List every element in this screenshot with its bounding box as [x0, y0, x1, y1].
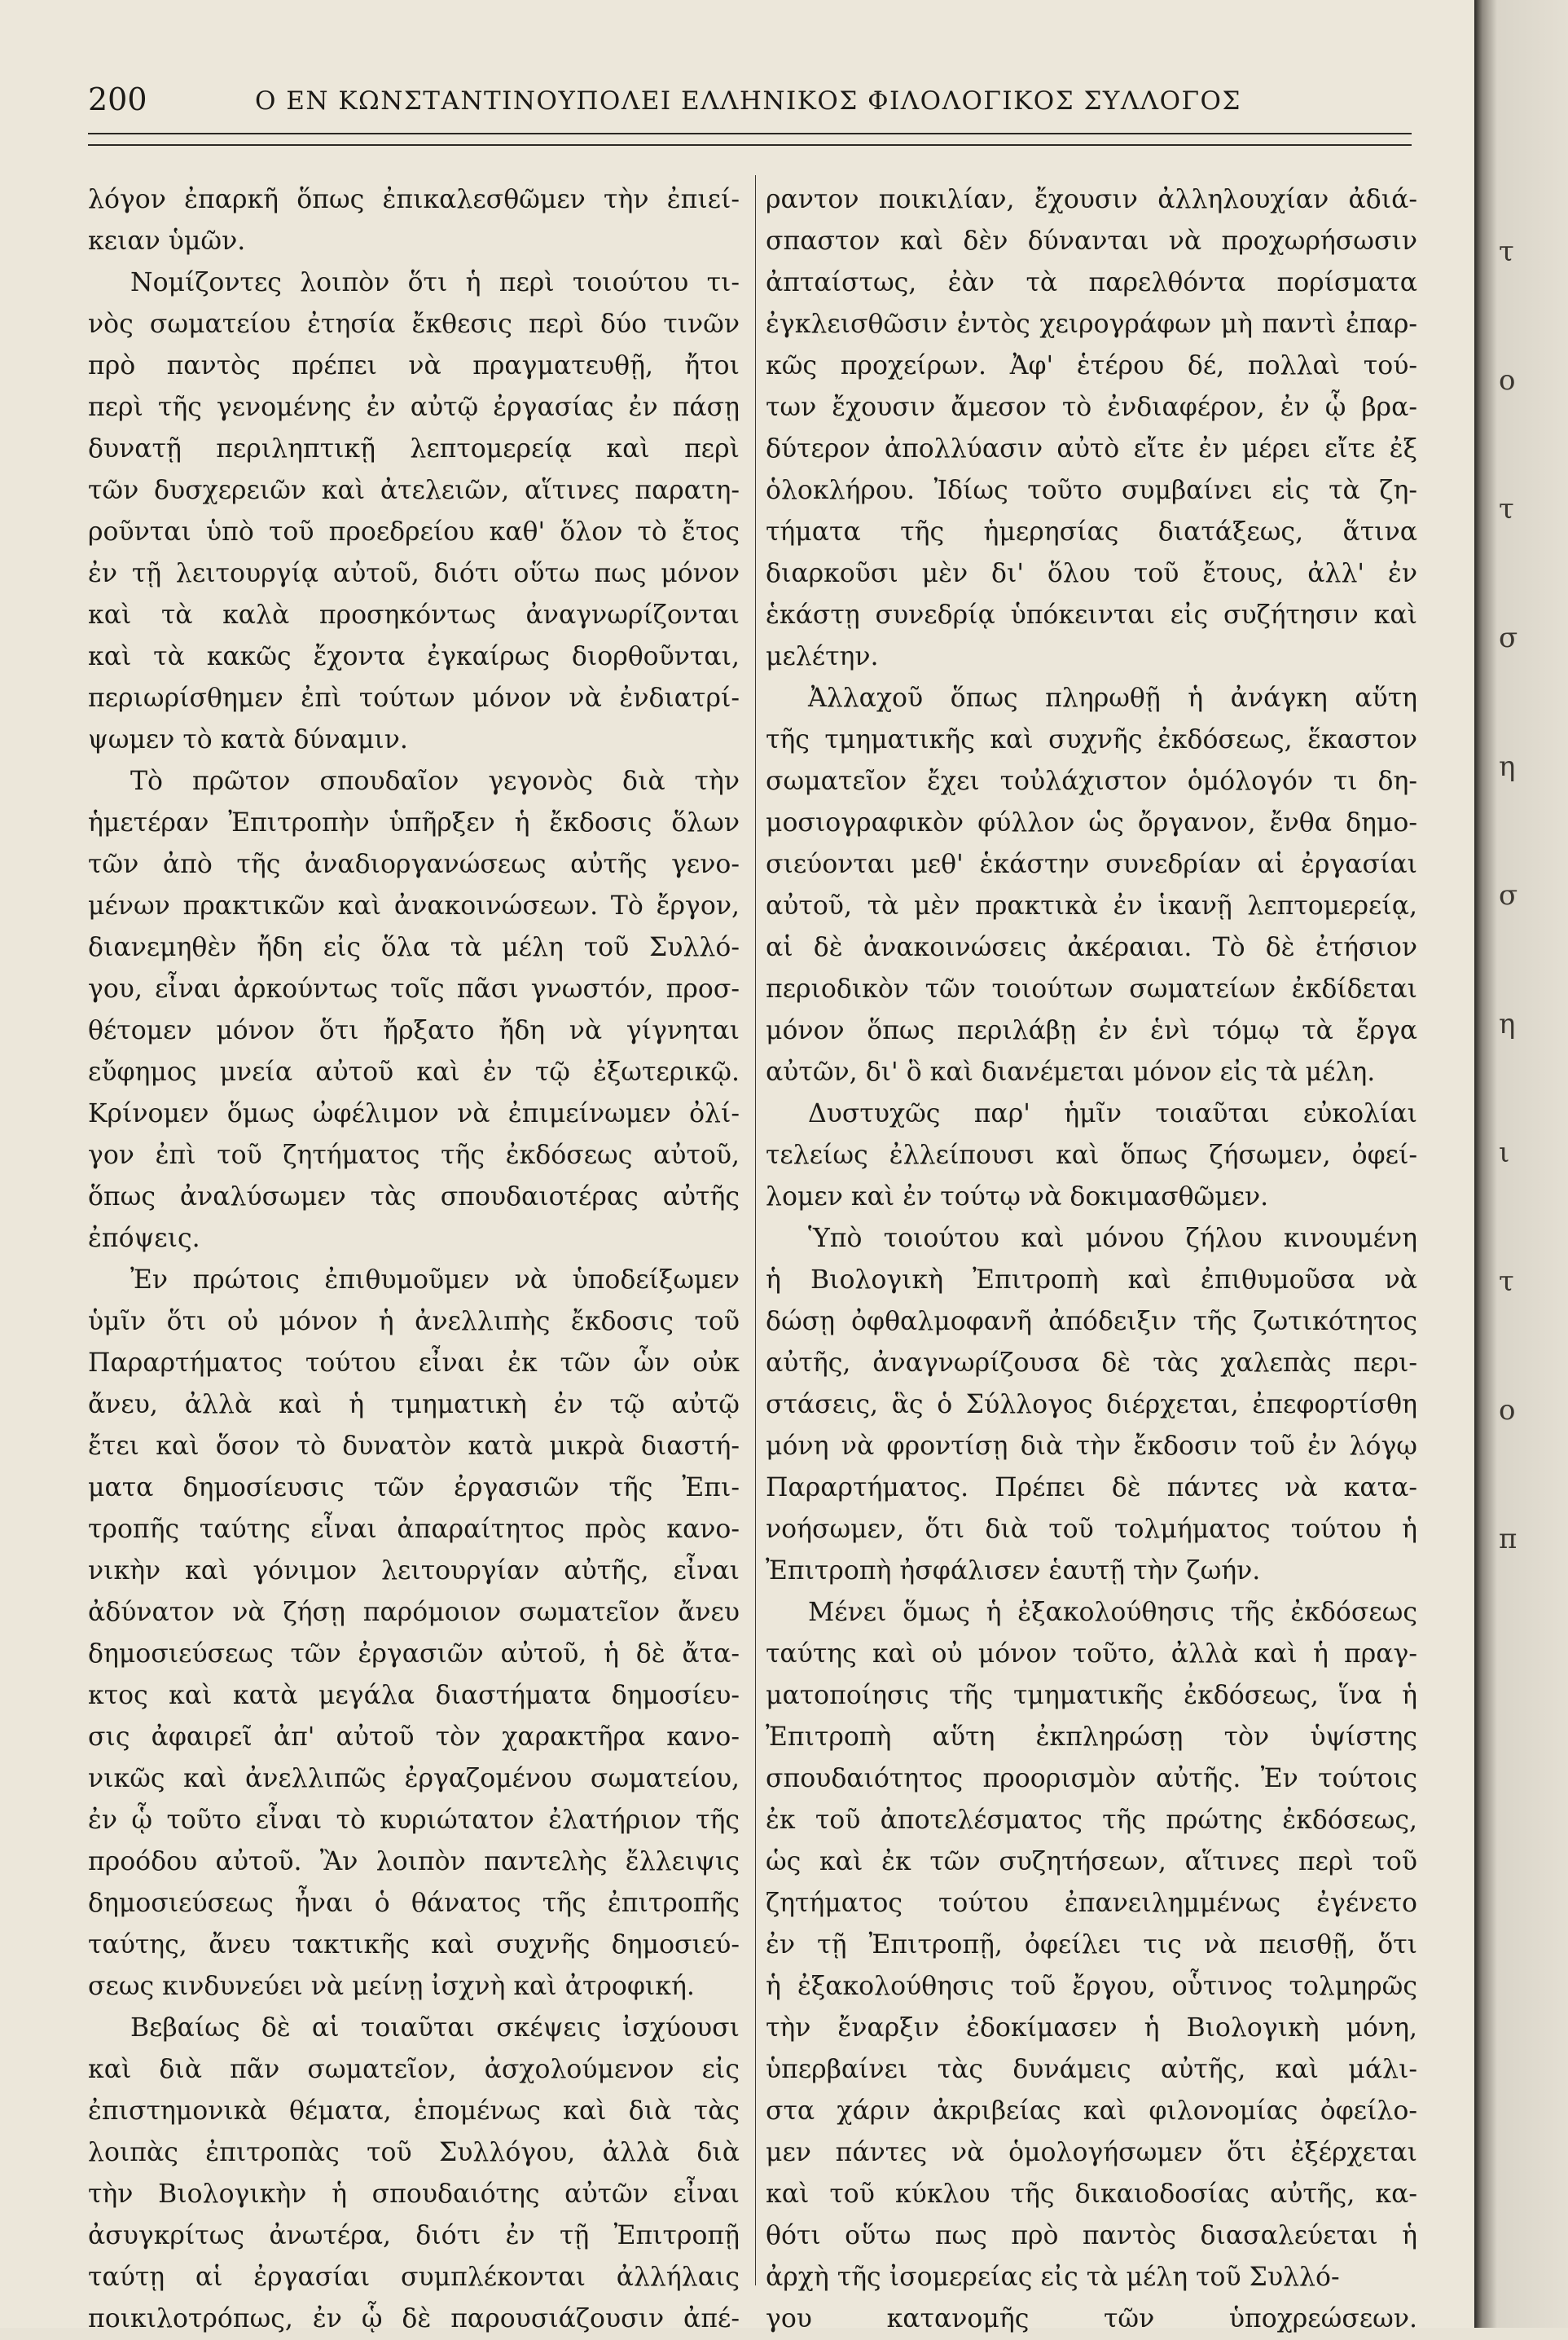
left-column-line: τὴν Βιολογικὴν ἡ σπουδαιότης αὐτῶν εἶναι	[88, 2179, 740, 2209]
right-column-line: λομεν καὶ ἐν τούτῳ νὰ δοκιμασθῶμεν.	[766, 1182, 1269, 1212]
left-column-line: Παραρτήματος τούτου εἶναι ἐκ τῶν ὧν οὐκ	[88, 1348, 740, 1378]
right-column-line: κῶς προχείρων. Ἀφ' ἑτέρου δέ, πολλαὶ τού-	[766, 351, 1417, 380]
right-column-line: γου κατανομῆς τῶν ὑποχρεώσεων.	[766, 2304, 1417, 2333]
left-column-line: ἡμετέραν Ἐπιτροπὴν ὑπῆρξεν ἡ ἔκδοσις ὅλων	[88, 808, 740, 838]
right-column-line: μεν πάντες νὰ ὁμολογήσωμεν ὅτι ἐξέρχεται	[766, 2138, 1417, 2167]
left-column-line: σις ἀφαιρεῖ ἀπ' αὐτοῦ τὸν χαρακτῆρα κανο-	[88, 1722, 740, 1752]
right-column-line: ἐγκλεισθῶσιν ἐντὸς χειρογράφων μὴ παντὶ ἐπαρ-	[766, 310, 1417, 339]
left-column-line: ποικιλοτρόπως, ἐν ᾧ δὲ παρουσιάζουσιν ἀπέ-	[88, 2304, 740, 2333]
right-column-line: μοσιογραφικὸν φύλλον ὡς ὄργανον, ἔνθα δημο-	[766, 808, 1417, 838]
page-header	[88, 81, 1424, 130]
right-column-line: τελείως ἐλλείπουσι καὶ ὅπως ζήσωμεν, ὀφεί-	[766, 1141, 1417, 1170]
right-column-line: περιοδικὸν τῶν τοιούτων σωματείων ἐκδίδεται	[766, 974, 1417, 1004]
right-column-line: ἡ ἐξακολούθησις τοῦ ἔργου, οὗτινος τολμηρῶς	[766, 1972, 1417, 2001]
left-column-line: Νομίζοντες λοιπὸν ὅτι ἡ περὶ τοιούτου τι-	[130, 268, 740, 297]
right-column-line: νοήσωμεν, ὅτι διὰ τοῦ τολμήματος τούτου ἡ	[766, 1515, 1417, 1544]
right-column-line: σπουδαιότητος προορισμὸν αὐτῆς. Ἐν τούτοις	[766, 1764, 1417, 1793]
left-column-line: κτος καὶ κατὰ μεγάλα διαστήματα δημοσίευ-	[88, 1681, 740, 1710]
left-column-line: νικὴν καὶ γόνιμον λειτουργίαν αὐτῆς, εἶναι	[88, 1556, 740, 1586]
left-column-line: κειαν ὑμῶν.	[88, 227, 246, 256]
right-column-line: τῆς τμηματικῆς καὶ συχνῆς ἐκδόσεως, ἕκαστον	[766, 725, 1417, 754]
right-column-line: θότι οὕτω πως πρὸ παντὸς διασαλεύεται ἡ	[766, 2221, 1417, 2250]
left-column-line: νικῶς καὶ ἀνελλιπῶς ἐργαζομένου σωματείου,	[88, 1764, 740, 1793]
left-column-line: ἐπιστημονικὰ θέματα, ἑπομένως καὶ διὰ τὰς	[88, 2096, 740, 2126]
right-column-line: ραντον ποικιλίαν, ἔχουσιν ἀλληλουχίαν ἀδιά-	[766, 185, 1417, 214]
left-column-line: Ἐν πρώτοις ἐπιθυμοῦμεν νὰ ὑποδείξωμεν	[130, 1265, 740, 1295]
left-column-line: δημοσιεύσεως τῶν ἐργασιῶν αὐτοῦ, ἡ δὲ ἄτα-	[88, 1639, 740, 1669]
right-column-line: Ἀλλαχοῦ ὅπως πληρωθῇ ἡ ἀνάγκη αὕτη	[808, 684, 1417, 713]
page-number: 200	[88, 81, 147, 117]
right-column-line: ὡς καὶ ἐκ τῶν συζητήσεων, αἵτινες περὶ τοῦ	[766, 1847, 1417, 1876]
left-column-line: θέτομεν μόνον ὅτι ἤρξατο ἤδη νὰ γίγνηται	[88, 1016, 740, 1045]
right-column-line: ἀπταίστως, ἐὰν τὰ παρελθόντα πορίσματα	[766, 268, 1417, 297]
left-column	[88, 179, 740, 2333]
right-column-line: στάσεις, ἃς ὁ Σύλλογος διέρχεται, ἐπεφορτίσθη	[766, 1390, 1417, 1419]
left-column-line: ἐν τῇ λειτουργίᾳ αὐτοῦ, διότι οὕτω πως μόνον	[88, 559, 740, 588]
right-column-line: ὑπερβαίνει τὰς δυνάμεις αὐτῆς, καὶ μάλι-	[766, 2055, 1417, 2084]
right-column-line: ἑκάστῃ συνεδρίᾳ ὑπόκεινται εἰς συζήτησιν καὶ	[766, 600, 1417, 630]
right-column-line: τήματα τῆς ἡμερησίας διατάξεως, ἅτινα	[766, 517, 1417, 547]
left-column-line: λοιπὰς ἐπιτροπὰς τοῦ Συλλόγου, ἀλλὰ διὰ	[88, 2138, 740, 2167]
left-column-line: γον ἐπὶ τοῦ ζητήματος τῆς ἐκδόσεως αὐτοῦ,	[88, 1141, 740, 1170]
right-column-line: αὐτῆς, ἀναγνωρίζουσα δὲ τὰς χαλεπὰς περι-	[766, 1348, 1417, 1378]
right-column-line: διαρκοῦσι μὲν δι' ὅλου τοῦ ἔτους, ἀλλ' ἐν	[766, 559, 1417, 588]
left-column-line: δημοσιεύσεως ἦναι ὁ θάνατος τῆς ἐπιτροπῆς	[88, 1889, 740, 1918]
left-column-line: Τὸ πρῶτον σπουδαῖον γεγονὸς διὰ τὴν	[130, 767, 740, 796]
column-divider	[755, 175, 756, 2285]
running-head: Ο ΕΝ ΚΩΝΣΤΑΝΤΙΝΟΥΠΟΛΕΙ ΕΛΛΗΝΙΚΟΣ ΦΙΛΟΛΟΓΙΚΟΣ ΣΥΛΛΟΓΟΣ	[255, 86, 1241, 116]
header-rule-bottom	[88, 144, 1412, 146]
right-column-line: αἱ δὲ ἀνακοινώσεις ἀκέραιαι. Τὸ δὲ ἐτήσιον	[766, 933, 1417, 962]
right-column-line: Δυστυχῶς παρ' ἡμῖν τοιαῦται εὐκολίαι	[808, 1099, 1417, 1128]
left-column-line: τροπῆς ταύτης εἶναι ἀπαραίτητος πρὸς κανο-	[88, 1515, 740, 1544]
left-column-line: γου, εἶναι ἀρκούντως τοῖς πᾶσι γνωστόν, προσ-	[88, 974, 740, 1004]
right-column-line: ἀρχὴ τῆς ἰσομερείας εἰς τὰ μέλη τοῦ Συλλό-	[766, 2263, 1340, 2292]
left-column-line: ἀδύνατον νὰ ζήσῃ παρόμοιον σωματεῖον ἄνευ	[88, 1598, 740, 1627]
left-column-line: προόδου αὐτοῦ. Ἂν λοιπὸν παντελὴς ἔλλειψις	[88, 1847, 740, 1876]
right-column-line: σπαστον καὶ δὲν δύνανται νὰ προχωρήσωσιν	[766, 227, 1417, 256]
right-column-line: ματοποίησις τῆς τμηματικῆς ἐκδόσεως, ἵνα ἡ	[766, 1681, 1417, 1710]
right-column-line: Παραρτήματος. Πρέπει δὲ πάντες νὰ κατα-	[766, 1473, 1417, 1502]
left-column-line: εὔφημος μνεία αὐτοῦ καὶ ἐν τῷ ἐξωτερικῷ.	[88, 1058, 740, 1087]
left-column-line: τῶν ἀπὸ τῆς ἀναδιοργανώσεως αὐτῆς γενο-	[88, 850, 740, 879]
right-column-line: ζητήματος τούτου ἐπανειλημμένως ἐγένετο	[766, 1889, 1417, 1918]
left-column-line: ὅπως ἀναλύσωμεν τὰς σπουδαιοτέρας αὐτῆς	[88, 1182, 740, 1212]
right-column-line: σωματεῖον ἔχει τοὐλάχιστον ὁμόλογόν τι δη-	[766, 767, 1417, 796]
left-column-line: περιωρίσθημεν ἐπὶ τούτων μόνον νὰ ἐνδιατρί-	[88, 684, 740, 713]
left-column-line: ματα δημοσίευσις τῶν ἐργασιῶν τῆς Ἐπι-	[88, 1473, 740, 1502]
left-column-line: καὶ διὰ πᾶν σωματεῖον, ἀσχολούμενον εἰς	[88, 2055, 740, 2084]
right-column-line: αὐτοῦ, τὰ μὲν πρακτικὰ ἐν ἱκανῇ λεπτομερείᾳ,	[766, 891, 1417, 921]
left-column-line: ἔτει καὶ ὅσον τὸ δυνατὸν κατὰ μικρὰ διαστή-	[88, 1432, 740, 1461]
left-column-line: ταύτης, ἄνευ τακτικῆς καὶ συχνῆς δημοσιεύ-	[88, 1930, 740, 1960]
left-column-line: ὑμῖν ὅτι οὐ μόνον ἡ ἀνελλιπὴς ἔκδοσις τοῦ	[88, 1307, 740, 1336]
right-column-line: ταύτης καὶ οὐ μόνον τοῦτο, ἀλλὰ καὶ ἡ πραγ-	[766, 1639, 1417, 1669]
header-rule-top	[88, 133, 1412, 134]
right-column-line: δώσῃ ὀφθαλμοφανῆ ἀπόδειξιν τῆς ζωτικότητος	[766, 1307, 1417, 1336]
left-column-line: ψωμεν τὸ κατὰ δύναμιν.	[88, 725, 408, 754]
right-column-line: Ἐπιτροπὴ ἠσφάλισεν ἑαυτῇ τὴν ζωήν.	[766, 1556, 1261, 1586]
left-column-line: διανεμηθὲν ἤδη εἰς ὅλα τὰ μέλη τοῦ Συλλό-	[88, 933, 740, 962]
right-column-line: ὁλοκλήρου. Ἰδίως τοῦτο συμβαίνει εἰς τὰ ζη-	[766, 476, 1417, 505]
right-column-line: Ὑπὸ τοιούτου καὶ μόνου ζήλου κινουμένη	[808, 1224, 1417, 1253]
right-column-line: καὶ τοῦ κύκλου τῆς δικαιοδοσίας αὐτῆς, κα-	[766, 2179, 1417, 2209]
left-column-line: ἄνευ, ἀλλὰ καὶ ἡ τμηματικὴ ἐν τῷ αὐτῷ	[88, 1390, 740, 1419]
left-column-line: ἀσυγκρίτως ἀνωτέρα, διότι ἐν τῇ Ἐπιτροπῇ	[88, 2221, 740, 2250]
right-column-line: ἐν τῇ Ἐπιτροπῇ, ὀφείλει τις νὰ πεισθῇ, ὅτι	[766, 1930, 1417, 1960]
right-column-line: αὐτῶν, δι' ὃ καὶ διανέμεται μόνον εἰς τὰ μέλη.	[766, 1058, 1376, 1087]
right-column-line: τὴν ἔναρξιν ἐδοκίμασεν ἡ Βιολογικὴ μόνη,	[766, 2013, 1417, 2043]
right-column-line: μελέτην.	[766, 642, 879, 671]
left-column-line: Κρίνομεν ὅμως ὠφέλιμον νὰ ἐπιμείνωμεν ὀλί-	[88, 1099, 740, 1128]
left-column-line: νὸς σωματείου ἐτησία ἔκθεσις περὶ δύο τινῶν	[88, 310, 740, 339]
left-column-line: λόγον ἐπαρκῆ ὅπως ἐπικαλεσθῶμεν τὴν ἐπιεί-	[88, 185, 740, 214]
right-column-line: Μένει ὅμως ἡ ἐξακολούθησις τῆς ἐκδόσεως	[808, 1598, 1417, 1627]
left-column-line: ἐπόψεις.	[88, 1224, 200, 1253]
left-column-line: ἐν ᾧ τοῦτο εἶναι τὸ κυριώτατον ἐλατήριον τῆς	[88, 1806, 740, 1835]
left-column-line: πρὸ παντὸς πρέπει νὰ πραγματευθῇ, ἤτοι	[88, 351, 740, 380]
left-column-line: σεως κινδυνεύει νὰ μείνῃ ἰσχνὴ καὶ ἀτροφική.	[88, 1972, 695, 2001]
facing-page-letters: τ ο τ σ η σ η ι τ ο π	[1499, 235, 1518, 1555]
left-column-line: μένων πρακτικῶν καὶ ἀνακοινώσεων. Τὸ ἔργον,	[88, 891, 740, 921]
left-column-line: τῶν δυσχερειῶν καὶ ἀτελειῶν, αἵτινες παρατη-	[88, 476, 740, 505]
left-column-line: καὶ τὰ κακῶς ἔχοντα ἐγκαίρως διορθοῦνται,	[88, 642, 740, 671]
right-column	[766, 179, 1417, 2333]
left-column-line: Βεβαίως δὲ αἱ τοιαῦται σκέψεις ἰσχύουσι	[130, 2013, 740, 2043]
right-column-line: στα χάριν ἀκριβείας καὶ φιλονομίας ὀφείλο-	[766, 2096, 1417, 2126]
right-column-line: Ἐπιτροπὴ αὕτη ἐκπληρώσῃ τὸν ὑψίστης	[766, 1722, 1417, 1752]
left-column-line: δυνατῇ περιληπτικῇ λεπτομερείᾳ καὶ περὶ	[88, 434, 740, 464]
left-column-line: περὶ τῆς γενομένης ἐν αὐτῷ ἐργασίας ἐν πάσῃ	[88, 393, 740, 422]
right-column-line: σιεύονται μεθ' ἑκάστην συνεδρίαν αἱ ἐργασίαι	[766, 850, 1417, 879]
left-column-line: ταύτῃ αἱ ἐργασίαι συμπλέκονται ἀλλήλαις	[88, 2263, 740, 2292]
right-column-line: μόνη νὰ φροντίσῃ διὰ τὴν ἔκδοσιν τοῦ ἐν λόγῳ	[766, 1432, 1417, 1461]
right-column-line: ἡ Βιολογικὴ Ἐπιτροπὴ καὶ ἐπιθυμοῦσα νὰ	[766, 1265, 1417, 1295]
left-column-line: καὶ τὰ καλὰ προσηκόντως ἀναγνωρίζονται	[88, 600, 740, 630]
right-column-line: μόνον ὅπως περιλάβῃ ἐν ἑνὶ τόμῳ τὰ ἔργα	[766, 1016, 1417, 1045]
right-column-line: δύτερον ἀπολλύασιν αὐτὸ εἴτε ἐν μέρει εἴτε ἐξ	[766, 434, 1417, 464]
left-column-line: ροῦνται ὑπὸ τοῦ προεδρείου καθ' ὅλον τὸ ἔτος	[88, 517, 740, 547]
right-column-line: ἐκ τοῦ ἀποτελέσματος τῆς πρώτης ἐκδόσεως,	[766, 1806, 1417, 1835]
right-column-line: των ἔχουσιν ἄμεσον τὸ ἐνδιαφέρον, ἐν ᾧ βρα-	[766, 393, 1417, 422]
